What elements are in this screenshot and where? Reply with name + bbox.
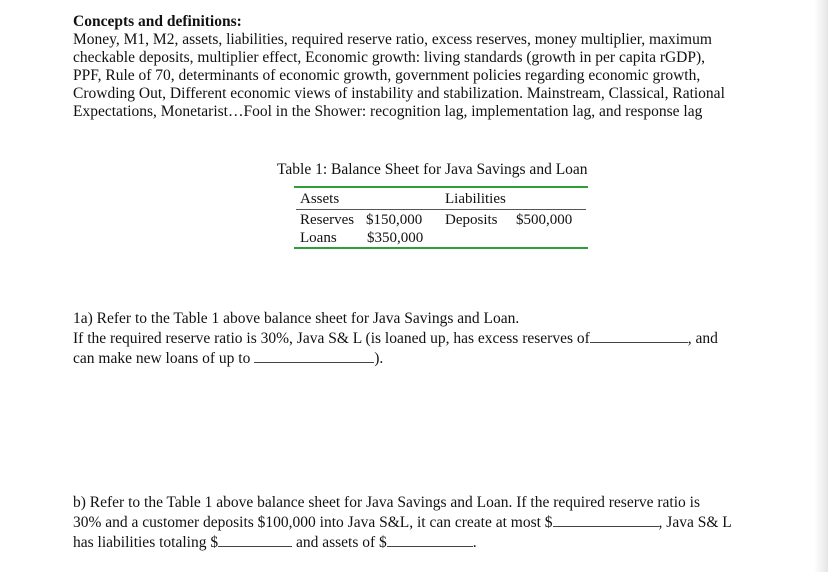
liabilities-blank[interactable] <box>218 532 292 547</box>
concepts-line: Money, M1, M2, assets, liabilities, required reserve ratio, excess reserves, money multiplier, maximum <box>73 31 712 48</box>
table-top-rule <box>294 186 588 188</box>
liabilities-header: Liabilities <box>445 191 506 207</box>
question-1b-text: and assets of $ <box>295 534 387 551</box>
balance-sheet-table <box>294 186 588 249</box>
question-1b-line2 <box>73 512 763 532</box>
question-1b-text: , Java S& L <box>658 514 732 531</box>
money-created-blank[interactable] <box>553 512 659 527</box>
question-1a <box>73 310 763 368</box>
deposits-label: Deposits <box>445 212 498 228</box>
concepts-section <box>73 13 763 121</box>
page-edge-shadow <box>814 0 828 572</box>
question-1b-text: 30% and a customer deposits $100,000 into Java S&L, it can create at most $ <box>73 514 553 531</box>
reserves-value: $150,000 <box>366 212 423 228</box>
question-1b <box>73 494 763 552</box>
question-1a-line3 <box>73 348 763 368</box>
reserves-label: Reserves <box>300 212 355 228</box>
table-bottom-rule <box>294 247 588 249</box>
question-1b-line1: b) Refer to the Table 1 above balance sheet for Java Savings and Loan. If the required reserve ratio is <box>73 494 700 511</box>
loans-label: Loans <box>300 230 337 246</box>
deposits-value: $500,000 <box>516 212 573 228</box>
table-caption: Table 1: Balance Sheet for Java Savings and Loan <box>277 161 588 178</box>
question-1b-text: . <box>472 534 477 551</box>
concepts-line: checkable deposits, multiplier effect, Economic growth: living standards (growth in per capita rGDP), <box>73 49 706 66</box>
question-1b-text: has liabilities totaling $ <box>73 534 219 551</box>
assets-header: Assets <box>300 191 340 207</box>
concepts-line: Expectations, Monetarist…Fool in the Shower: recognition lag, implementation lag, and response lag <box>73 103 703 120</box>
excess-reserves-blank[interactable] <box>590 328 688 343</box>
table-header-rule <box>296 209 586 210</box>
concepts-line: PPF, Rule of 70, determinants of economic growth, government policies regarding economic growth, <box>73 67 701 84</box>
assets-blank[interactable] <box>387 532 473 547</box>
question-1a-text: If the required reserve ratio is 30%, Java S& L (is loaned up, has excess reserves of <box>73 330 590 347</box>
question-1a-line1: 1a) Refer to the Table 1 above balance sheet for Java Savings and Loan. <box>73 310 520 327</box>
loans-value: $350,000 <box>367 230 424 246</box>
concepts-heading: Concepts and definitions: <box>73 13 242 30</box>
question-1a-text: , and <box>687 330 718 347</box>
question-1a-text: ). <box>374 350 384 367</box>
question-1a-line2 <box>73 328 763 348</box>
question-1a-text: can make new loans of up to <box>73 350 251 367</box>
new-loans-blank[interactable] <box>254 348 374 363</box>
concepts-line: Crowding Out, Different economic views of instability and stabilization. Mainstream, Classical, Rational <box>73 85 725 102</box>
question-1b-line3 <box>73 532 763 552</box>
